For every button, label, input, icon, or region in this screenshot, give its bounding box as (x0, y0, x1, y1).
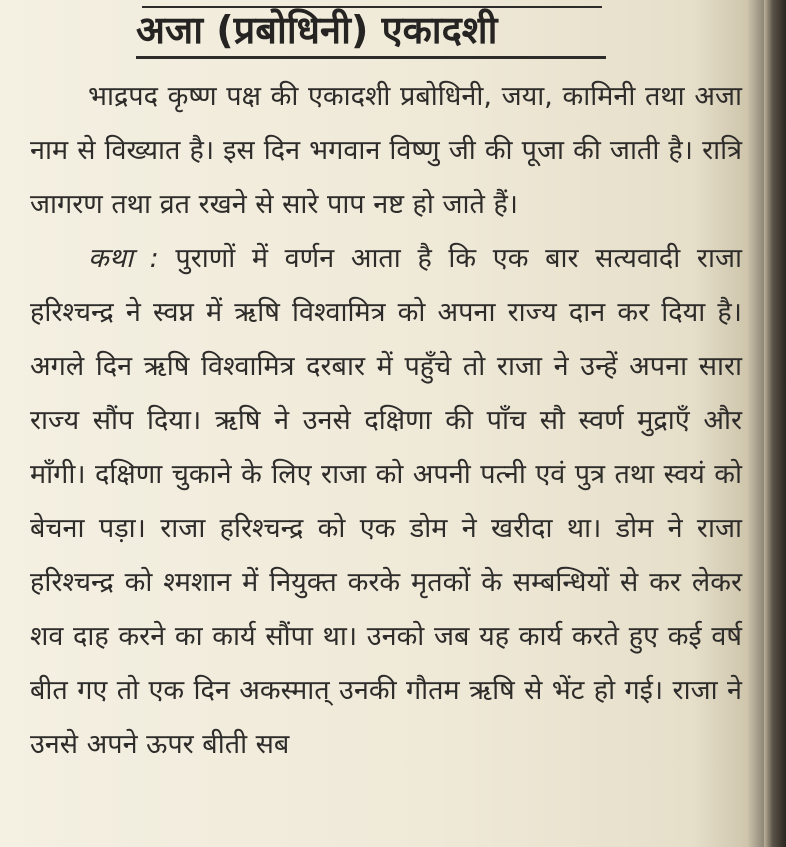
katha-label: कथा : (88, 243, 159, 274)
intro-paragraph: भाद्रपद कृष्ण पक्ष की एकादशी प्रबोधिनी, जया, कामिनी तथा अजा नाम से विख्यात है। इस दिन भगवान विष्णु जी की पूजा की जाती है। रात्रि जागरण तथा व्रत रखने से सारे पाप नष्ट हो जाते हैं। (30, 81, 742, 220)
article-body (30, 70, 742, 772)
article-title: अजा (प्रबोधिनी) एकादशी (136, 8, 498, 52)
title-block (126, 0, 616, 62)
book-spine-shadow (764, 0, 786, 847)
katha-text: पुराणों में वर्णन आता है कि एक बार सत्यवादी राजा हरिश्चन्द्र ने स्वप्न में ऋषि विश्वामित्र को अपना राज्य दान कर दिया है। अगले दिन ऋषि विश्वामित्र दरबार में पहुँचे तो राजा ने उन्हें अपना सारा राज्य सौंप दिया। ऋषि ने उनसे दक्षिणा की पाँच सौ स्वर्ण मुद्राएँ और माँगी। दक्षिणा चुकाने के लिए राजा को अपनी पत्नी एवं पुत्र तथा स्वयं को बेचना पड़ा। राजा हरिश्चन्द्र को एक डोम ने खरीदा था। डोम ने राजा हरिश्चन्द्र को श्मशान में नियुक्त करके मृतकों के सम्बन्धियों से कर लेकर शव दाह करने का कार्य सौंपा था। उनको जब यह कार्य करते हुए कई वर्ष बीत गए तो एक दिन अकस्मात् उनकी गौतम ऋषि से भेंट हो गई। राजा ने उनसे अपने ऊपर बीती सब (30, 243, 742, 760)
katha-paragraph (30, 232, 742, 772)
title-underline (136, 56, 606, 59)
